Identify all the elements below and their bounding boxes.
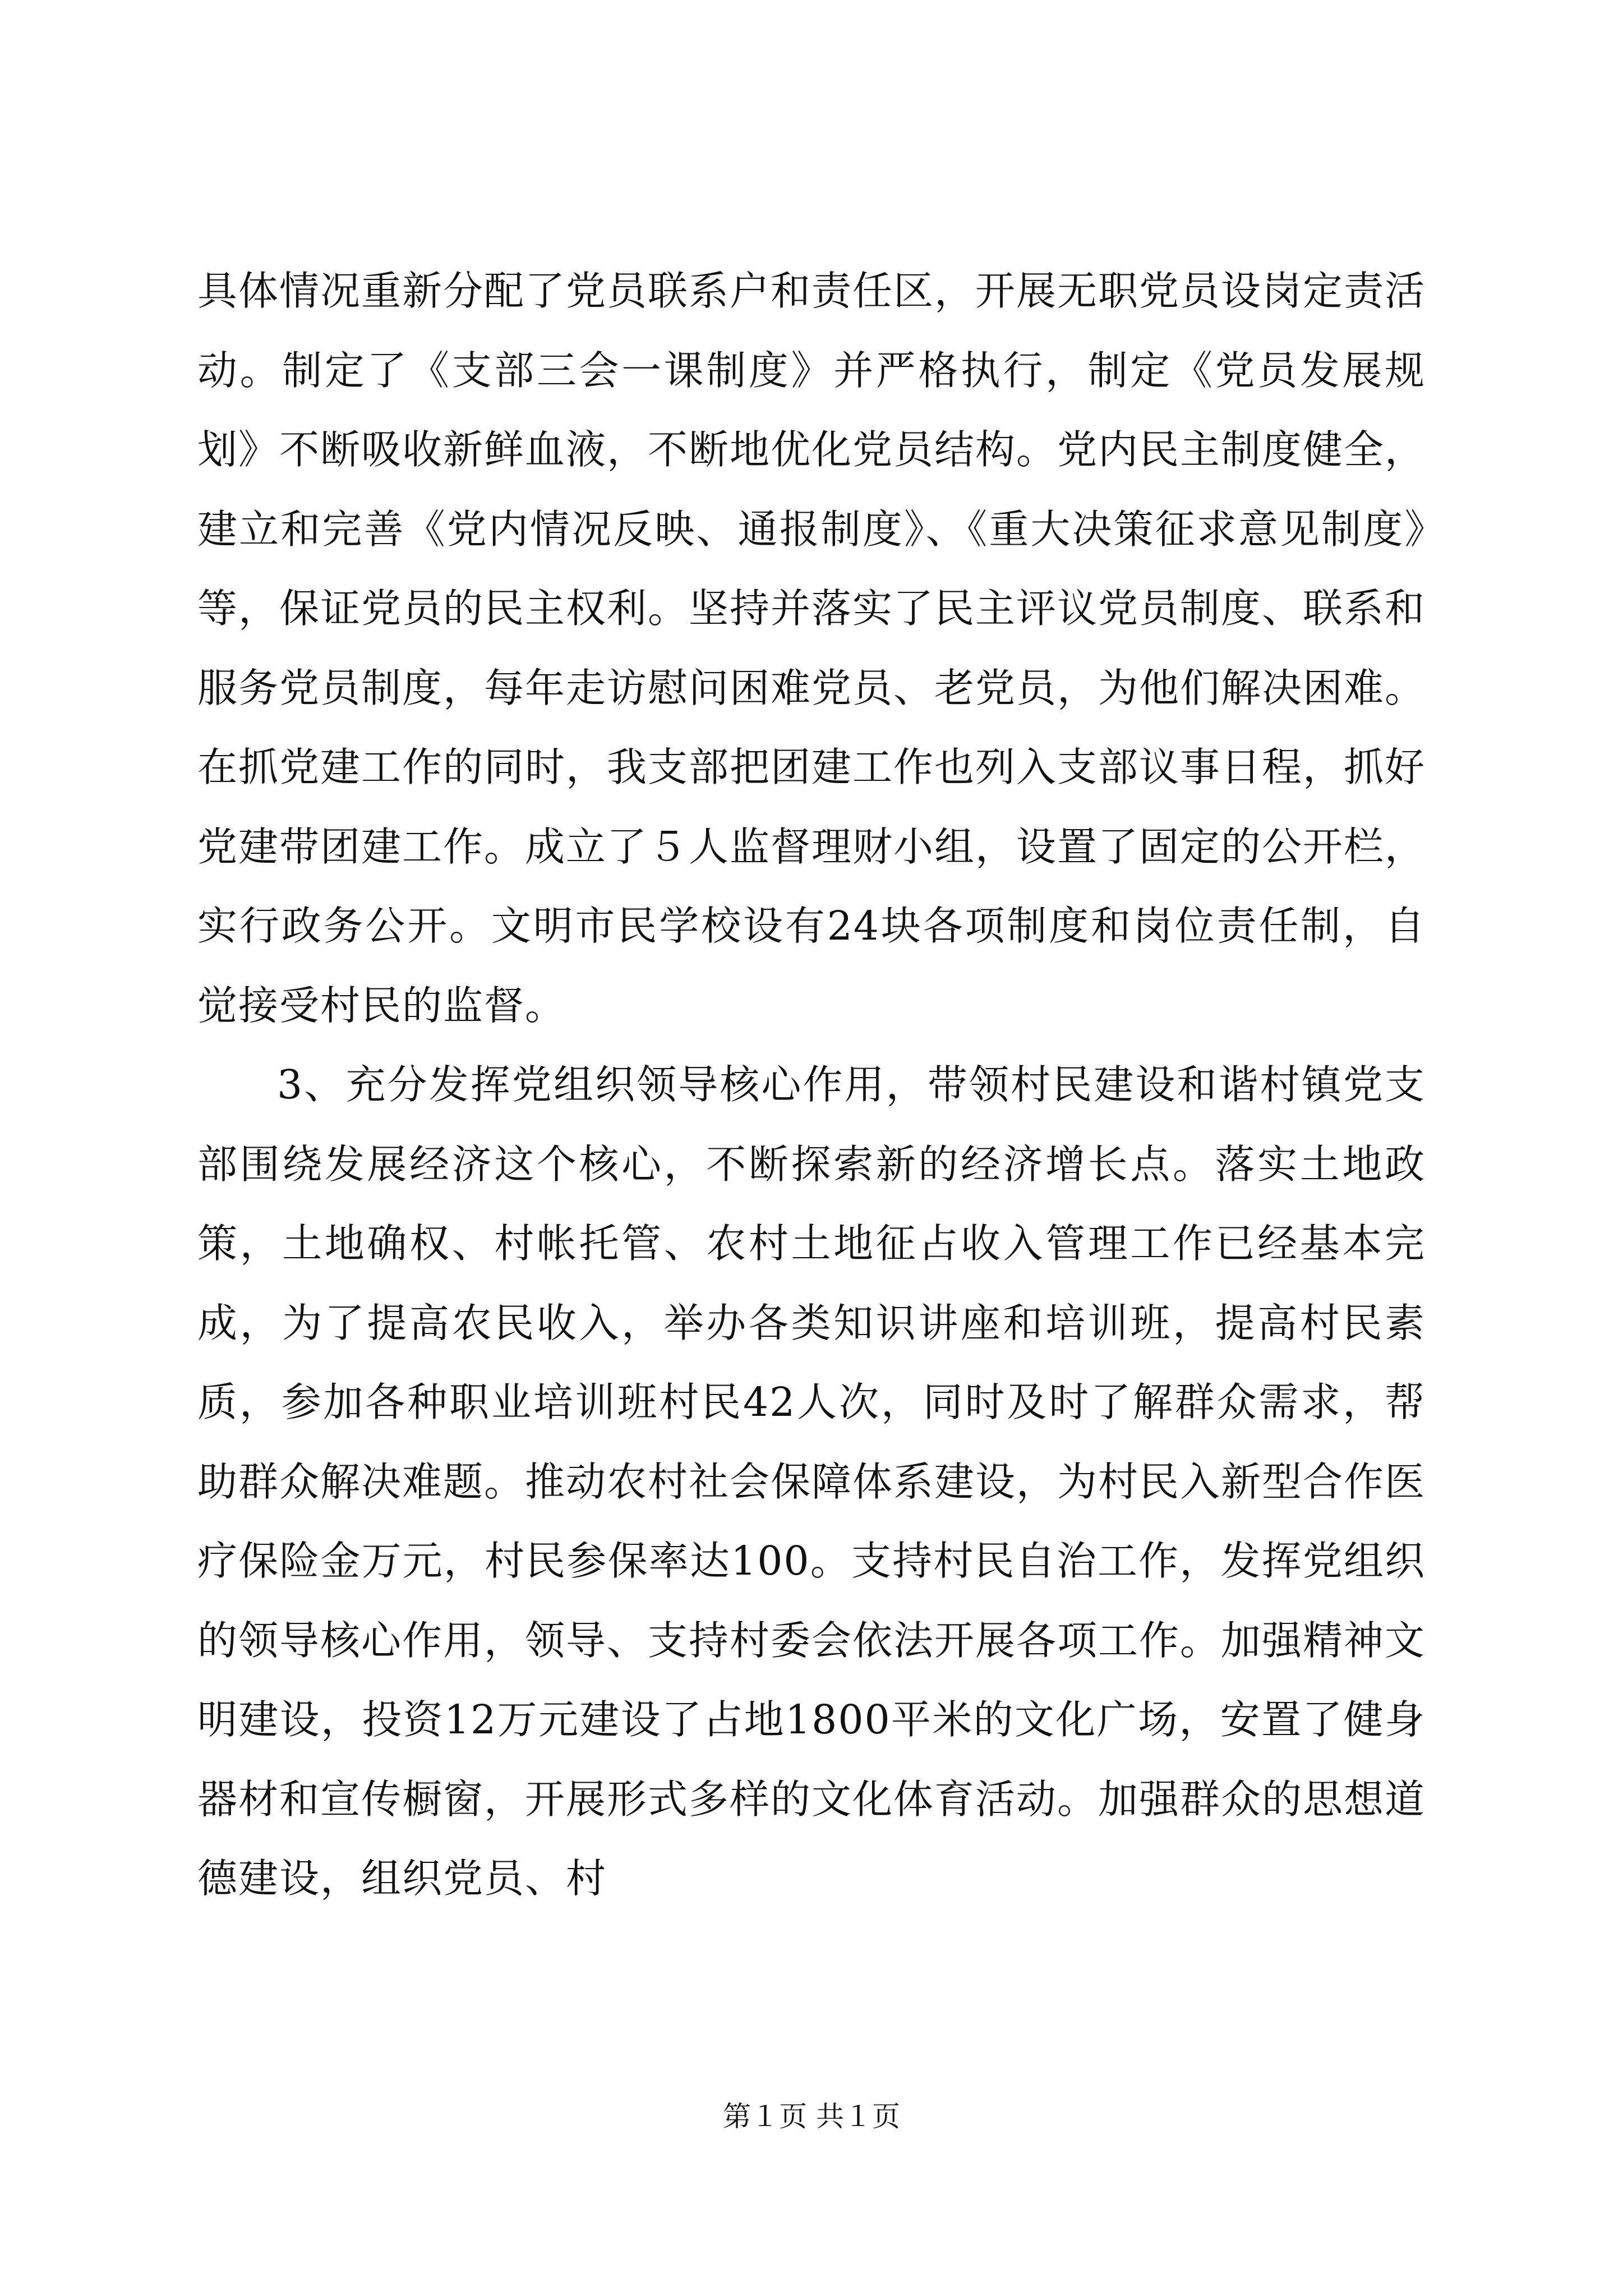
paragraph-section-3: 3、充分发挥党组织领导核心作用，带领村民建设和谐村镇党支部围绕发展经济这个核心，不断探索新的经济增长点。落实土地政策，土地确权、村帐托管、农村土地征占收入管理工作已经基本完成，为了提高农民收入，举办各类知识讲座和培训班，提高村民素质，参加各种职业培训班村民42人次，同时及时了解群众需求，帮助群众解决难题。推动农村社会保障体系建设，为村民入新型合作医疗保险金万元，村民参保率达100。支持村民自治工作，发挥党组织的领导核心作用，领导、支持村委会依法开展各项工作。加强精神文明建设，投资12万元建设了占地1800平米的文化广场，安置了健身器材和宣传橱窗，开展形式多样的文化体育活动。加强群众的思想道德建设，组织党员、村: [197, 1061, 1426, 1902]
page-footer: 第１页 共１页: [723, 2100, 900, 2133]
document-body: [197, 251, 1426, 1918]
paragraph-continuation: 具体情况重新分配了党员联系户和责任区，开展无职党员设岗定责活动。制定了《支部三会一课制度》并严格执行，制定《党员发展规划》不断吸收新鲜血液，不断地优化党员结构。党内民主制度健全，建立和完善《党内情况反映、通报制度》、《重大决策征求意见制度》等，保证党员的民主权利。坚持并落实了民主评议党员制度、联系和服务党员制度，每年走访慰问困难党员、老党员，为他们解决困难。在抓党建工作的同时，我支部把团建工作也列入支部议事日程，抓好党建带团建工作。成立了５人监督理财小组，设置了固定的公开栏，实行政务公开。文明市民学校设有24块各项制度和岗位责任制，自觉接受村民的监督。: [197, 268, 1426, 1029]
